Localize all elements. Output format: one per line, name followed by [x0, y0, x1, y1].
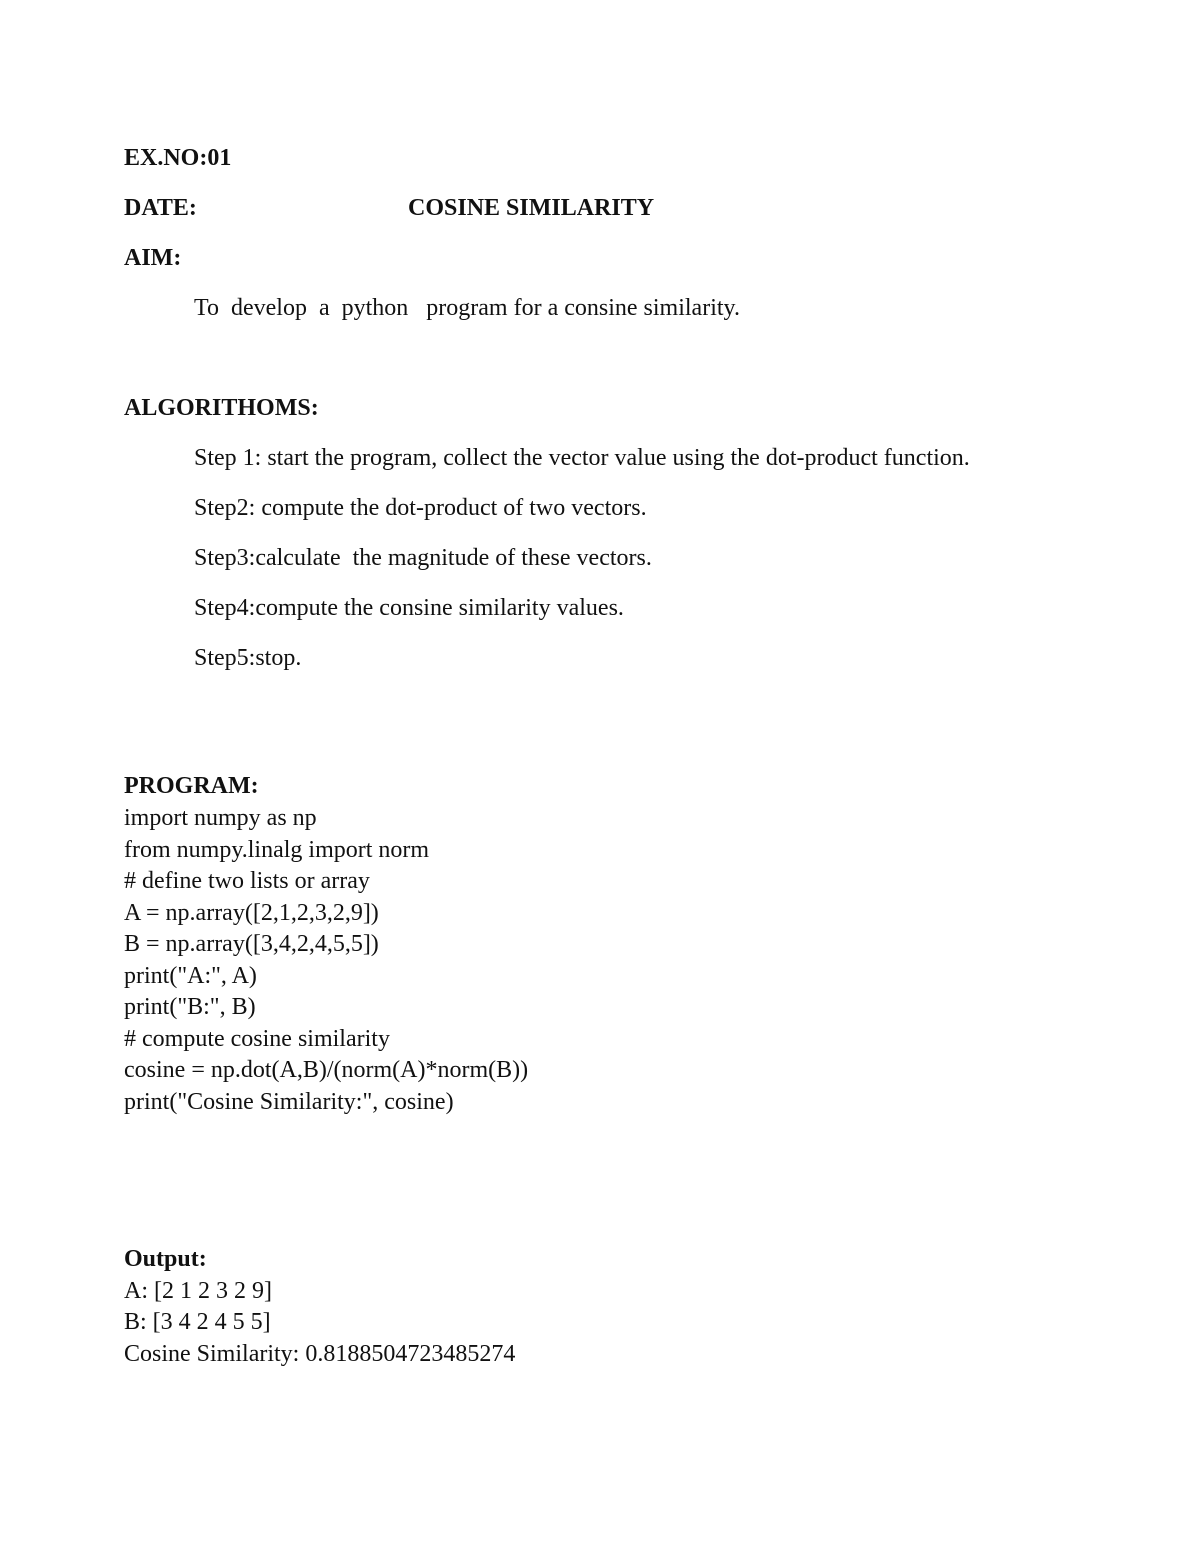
code-line: B = np.array([3,4,2,4,5,5]) [124, 931, 379, 957]
aim-text: To develop a python program for a consine similarity. [194, 295, 740, 321]
code-line: cosine = np.dot(A,B)/(norm(A)*norm(B)) [124, 1057, 529, 1083]
code-line: # define two lists or array [124, 868, 370, 894]
output-line: A: [2 1 2 3 2 9] [124, 1278, 272, 1304]
algorithm-step: Step4:compute the consine similarity values. [194, 595, 624, 621]
program-heading: PROGRAM: [124, 773, 259, 799]
output-line: Cosine Similarity: 0.8188504723485274 [124, 1341, 516, 1367]
algorithm-step: Step5:stop. [194, 645, 302, 671]
exercise-number: EX.NO:01 [124, 145, 232, 171]
algorithm-step: Step2: compute the dot-product of two vectors. [194, 495, 647, 521]
output-heading: Output: [124, 1246, 207, 1272]
code-line: import numpy as np [124, 805, 317, 831]
algorithm-step: Step 1: start the program, collect the vector value using the dot-product function. [194, 445, 970, 471]
date-label: DATE: [124, 195, 197, 221]
code-line: print("B:", B) [124, 994, 256, 1020]
algorithms-heading: ALGORITHOMS: [124, 395, 319, 421]
document-title: COSINE SIMILARITY [408, 195, 655, 221]
output-line: B: [3 4 2 4 5 5] [124, 1309, 271, 1335]
aim-heading: AIM: [124, 245, 182, 271]
code-line: print("A:", A) [124, 963, 257, 989]
code-line: # compute cosine similarity [124, 1026, 390, 1052]
algorithm-step: Step3:calculate the magnitude of these vectors. [194, 545, 652, 571]
code-line: print("Cosine Similarity:", cosine) [124, 1089, 454, 1115]
code-line: from numpy.linalg import norm [124, 837, 430, 863]
code-line: A = np.array([2,1,2,3,2,9]) [124, 900, 379, 926]
